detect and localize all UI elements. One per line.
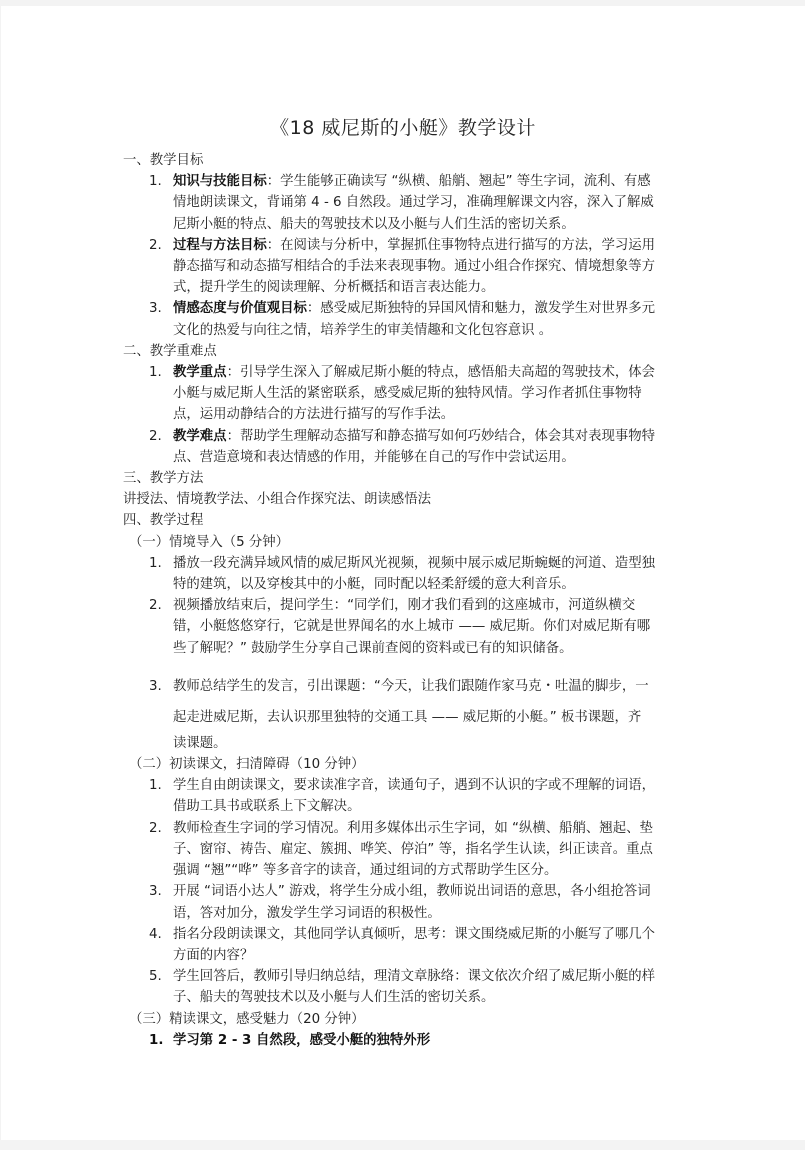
item-number: 2. xyxy=(149,428,162,444)
item-text: 子、船夫的驾驶技术以及小艇与人们生活的密切关系。 xyxy=(173,990,495,1006)
item-number: 3. xyxy=(149,884,162,900)
item-text: 静态描写和动态描写相结合的手法来表现事物。通过小组合作探究、情境想象等方 xyxy=(173,259,656,275)
list-item xyxy=(123,671,693,754)
item-text: 尼斯小艇的特点、船夫的驾驶技术以及小艇与人们生活的密切关系。 xyxy=(173,216,575,232)
item-text: 起走进威尼斯，去认识那里独特的交通工具 —— 威尼斯的小艇。” 板书课题，齐 xyxy=(173,709,642,725)
section-heading: 四、教学过程 xyxy=(123,513,204,529)
item-number: 2. xyxy=(149,237,162,253)
item-label: 教学难点 xyxy=(173,428,227,444)
item-text: 读课题。 xyxy=(173,735,227,751)
subsection-heading: （三）精读课文，感受魅力（20 分钟） xyxy=(129,1011,365,1027)
item-number: 1. xyxy=(149,555,162,571)
item-text: ：感受威尼斯独特的异国风情和魅力，激发学生对世界多元 xyxy=(306,301,656,317)
item-text: 学生回答后，教师引导归纳总结，理清文章脉络：课文依次介绍了威尼斯小艇的样 xyxy=(173,969,656,985)
page-title: 《18 威尼斯的小艇》教学设计 xyxy=(270,117,536,139)
item-number: 1. xyxy=(149,174,162,190)
item-text: 子、窗帘、祷告、雇定、簇拥、哗笑、停泊” 等，指名学生认读，纠正读音。重点 xyxy=(173,841,653,857)
document-page xyxy=(1,6,805,1140)
list-item xyxy=(123,595,693,659)
item-text: 开展 “词语小达人” 游戏，将学生分成小组，教师说出词语的意思，各小组抢答词 xyxy=(173,884,651,900)
item-label: 教学重点 xyxy=(173,365,227,381)
item-text: 情地朗读课文，背诵第 4 - 6 自然段。通过学习，准确理解课文内容，深入了解威 xyxy=(173,195,654,211)
item-number: 3. xyxy=(149,301,162,317)
item-label: 过程与方法目标 xyxy=(173,237,267,253)
item-text: 语，答对加分，激发学生学习词语的积极性。 xyxy=(173,905,441,921)
item-text: 方面的内容？ xyxy=(173,947,254,963)
list-item xyxy=(123,924,693,966)
item-text: 特的建筑，以及穿梭其中的小艇，同时配以轻柔舒缓的意大利音乐。 xyxy=(173,577,575,593)
item-number: 1. xyxy=(149,778,162,794)
item-text: 教师检查生字词的学习情况。利用多媒体出示生字词，如 “纵横、船艄、翘起、垫 xyxy=(173,820,653,836)
item-number: 5. xyxy=(149,969,162,985)
list-item xyxy=(123,966,693,1008)
list-item xyxy=(123,235,693,299)
item-text: 点，运用动静结合的方法进行描写的写作手法。 xyxy=(173,407,455,423)
item-number: 4. xyxy=(149,926,162,942)
item-number: 2. xyxy=(149,598,162,614)
item-text: 文化的热爱与向往之情，培养学生的审美情趣和文化包容意识 。 xyxy=(173,322,553,338)
item-text: 小艇与威尼斯人生活的紧密联系，感受威尼斯的独特风情。学习作者抓住事物特 xyxy=(173,386,642,402)
section-heading: 二、教学重难点 xyxy=(123,343,217,359)
list-item xyxy=(123,1030,693,1051)
item-text: ：帮助学生理解动态描写和静态描写如何巧妙结合，体会其对表现事物特 xyxy=(226,428,656,444)
item-text: 学生自由朗读课文，要求读准字音，读通句子，遇到不认识的字或不理解的词语， xyxy=(173,778,656,794)
section-heading: 三、教学方法 xyxy=(123,471,204,487)
item-text: 视频播放结束后，提问学生：“同学们，刚才我们看到的这座城市，河道纵横交 xyxy=(173,598,636,614)
item-number: 2. xyxy=(149,820,162,836)
item-label: 知识与技能目标 xyxy=(173,174,267,190)
document-body xyxy=(123,150,693,1051)
item-text: 播放一段充满异域风情的威尼斯风光视频，视频中展示威尼斯蜿蜒的河道、造型独 xyxy=(173,555,656,571)
item-text: ：在阅读与分析中，掌握抓住事物特点进行描写的方法，学习运用 xyxy=(266,237,656,253)
item-number: 3. xyxy=(149,678,162,694)
item-number: 1. xyxy=(149,1032,164,1048)
item-text: 学习第 2 - 3 自然段，感受小艇的独特外形 xyxy=(173,1032,431,1048)
subsection-heading: （一）情境导入（5 分钟） xyxy=(129,534,290,550)
item-text: 点、营造意境和表达情感的作用，并能够在自己的写作中尝试运用。 xyxy=(173,449,575,465)
item-label: 情感态度与价值观目标 xyxy=(173,301,307,317)
item-text: 强调 “翘”“哗” 等多音字的读音，通过组词的方式帮助学生区分。 xyxy=(173,863,558,879)
item-text: 些了解呢？” 鼓励学生分享自己课前查阅的资料或已有的知识储备。 xyxy=(173,640,573,656)
list-item xyxy=(123,426,693,468)
list-item xyxy=(123,553,693,595)
list-item xyxy=(123,298,693,340)
item-text: ：引导学生深入了解威尼斯小艇的特点，感悟船夫高超的驾驶技术，体会 xyxy=(226,365,656,381)
item-text: ：学生能够正确读写 “纵横、船艄、翘起” 等生字词，流利、有感 xyxy=(266,174,651,190)
list-item xyxy=(123,171,693,235)
item-text: 指名分段朗读课文，其他同学认真倾听，思考：课文围绕威尼斯的小艇写了哪几个 xyxy=(173,926,656,942)
item-text: 错，小艇悠悠穿行，它就是世界闻名的水上城市 —— 威尼斯。你们对威尼斯有哪 xyxy=(173,619,651,635)
list-item xyxy=(123,818,693,882)
item-text: 教师总结学生的发言，引出课题：“今天，让我们跟随作家马克・吐温的脚步，一 xyxy=(173,678,649,694)
item-number: 1. xyxy=(149,365,162,381)
list-item xyxy=(123,362,693,426)
item-text: 式，提升学生的阅读理解、分析概括和语言表达能力。 xyxy=(173,280,495,296)
list-item xyxy=(123,881,693,923)
subsection-heading: （二）初读课文，扫清障碍（10 分钟） xyxy=(129,757,365,773)
list-item xyxy=(123,775,693,817)
methods-text: 讲授法、情境教学法、小组合作探究法、朗读感悟法 xyxy=(123,492,431,508)
item-text: 借助工具书或联系上下文解决。 xyxy=(173,799,361,815)
section-heading: 一、教学目标 xyxy=(123,153,204,168)
